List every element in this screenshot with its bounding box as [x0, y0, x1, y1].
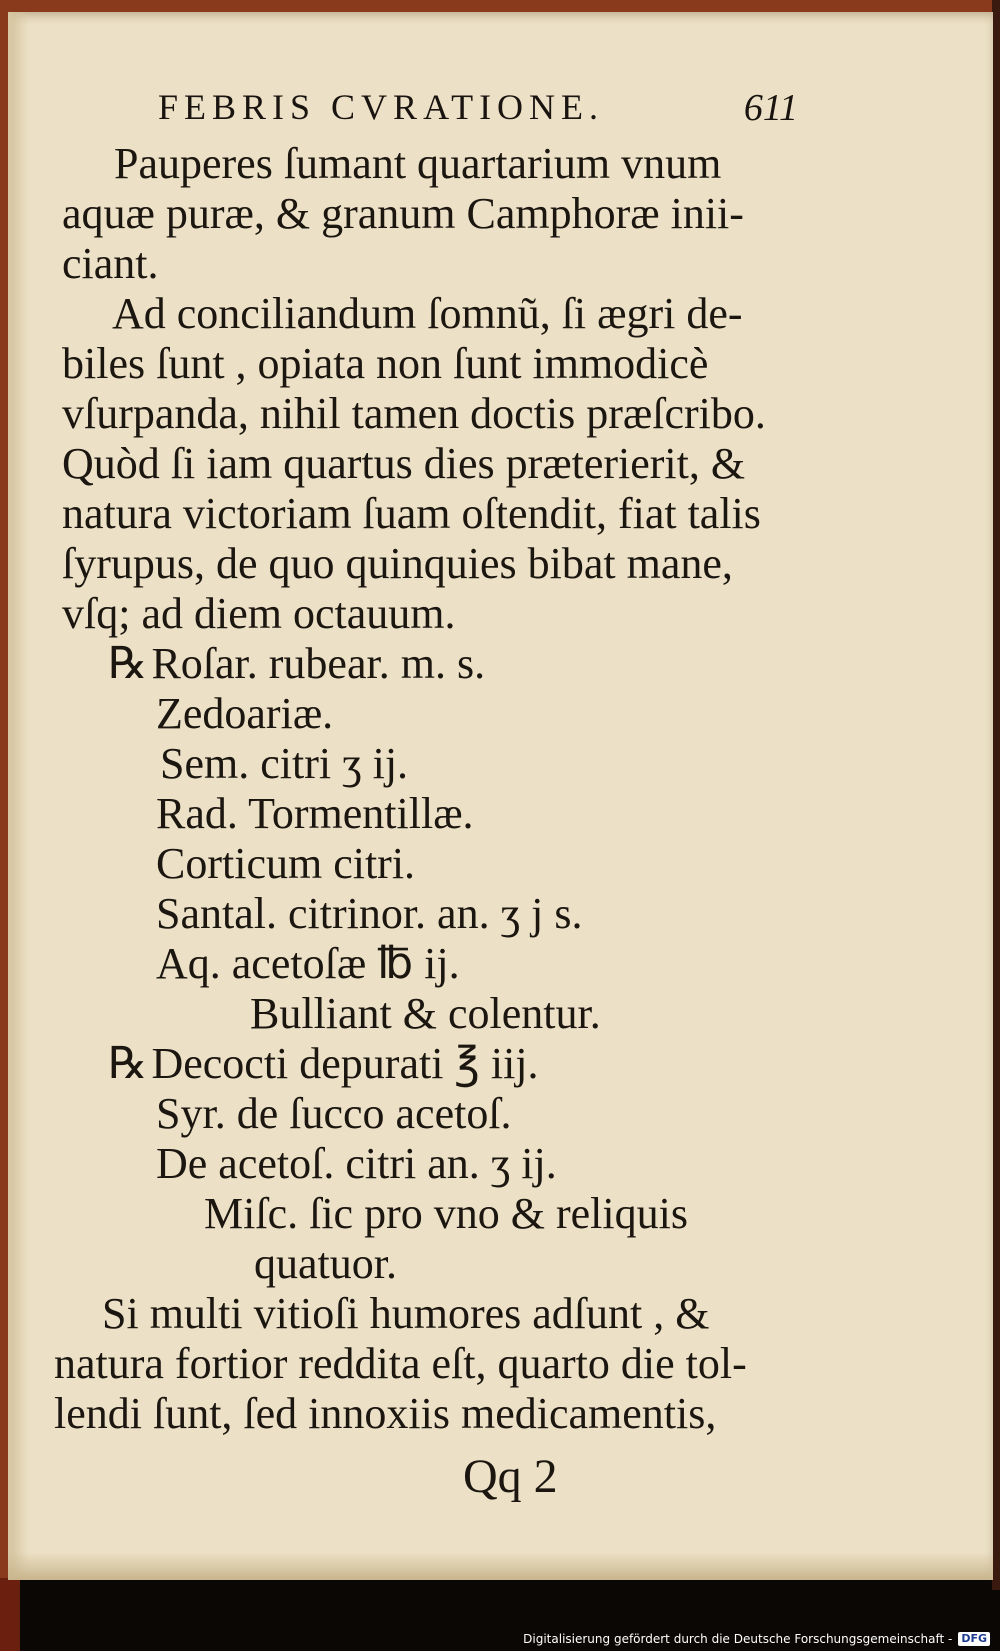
scan-frame-right: [992, 0, 1000, 1590]
text-line: vſurpanda, nihil tamen doctis præſcribo.: [62, 389, 766, 438]
text-line: lendi ſunt, ſed innoxiis medicamentis,: [54, 1389, 717, 1438]
text-line: Corticum citri.: [156, 839, 416, 888]
signature-mark: Qq 2: [463, 1450, 558, 1503]
recipe-symbol-icon: ℞: [108, 639, 148, 688]
text-line: natura victoriam ſuam oſtendit, fiat talis: [62, 489, 761, 538]
text-line: quatuor.: [254, 1239, 397, 1288]
recipe-symbol-icon: ℞: [108, 1039, 148, 1088]
text-line: De acetoſ. citri an. ʒ ij.: [156, 1139, 557, 1188]
text-line: biles ſunt , opiata non ſunt immodicè: [62, 339, 709, 388]
running-title: FEBRIS CVRATIONE.: [158, 87, 605, 127]
text-line: ſyrupus, de quo quinquies bibat mane,: [62, 539, 733, 588]
page-text: [8, 12, 993, 1580]
text-line: Rad. Tormentillæ.: [156, 789, 474, 838]
text-line: aquæ puræ, & granum Camphoræ inii-: [62, 189, 744, 238]
recipe-line: [108, 640, 485, 688]
digitization-credit: [523, 1630, 990, 1648]
text-line: Syr. de ſucco acetoſ.: [156, 1089, 512, 1138]
scan-frame-corner: [0, 1578, 20, 1651]
text-line: Miſc. ſic pro vno & reliquis: [204, 1189, 688, 1238]
recipe-line: [108, 1040, 539, 1088]
text-line: Zedoariæ.: [156, 689, 334, 738]
dfg-logo: DFG: [958, 1632, 990, 1646]
text-line: Pauperes ſumant quartarium vnum: [114, 139, 722, 188]
text-line: Quòd ſi iam quartus dies præterierit, &: [62, 439, 746, 488]
text-line: Si multi vitioſi humores adſunt , &: [102, 1289, 710, 1338]
book-page: [8, 12, 993, 1580]
recipe-text: Decocti depurati ℥ iij.: [151, 1039, 539, 1088]
text-line: Aq. acetoſæ ℔ ij.: [156, 939, 460, 988]
page-number: 611: [743, 87, 798, 129]
text-line: ciant.: [62, 239, 159, 288]
text-line: vſq; ad diem octauum.: [62, 589, 456, 638]
text-line: Sem. citri ʒ ij.: [160, 739, 409, 788]
text-line: Ad conciliandum ſomnũ, ſi ægri de-: [112, 289, 743, 338]
recipe-text: Roſar. rubear. m. s.: [151, 639, 486, 688]
digitization-note: Digitalisierung gefördert durch die Deutsche Forschungsgemeinschaft -: [523, 1632, 953, 1646]
text-line: Santal. citrinor. an. ʒ j s.: [156, 889, 583, 938]
text-line: natura fortior reddita eſt, quarto die tol-: [54, 1339, 747, 1388]
text-line: Bulliant & colentur.: [250, 989, 601, 1038]
